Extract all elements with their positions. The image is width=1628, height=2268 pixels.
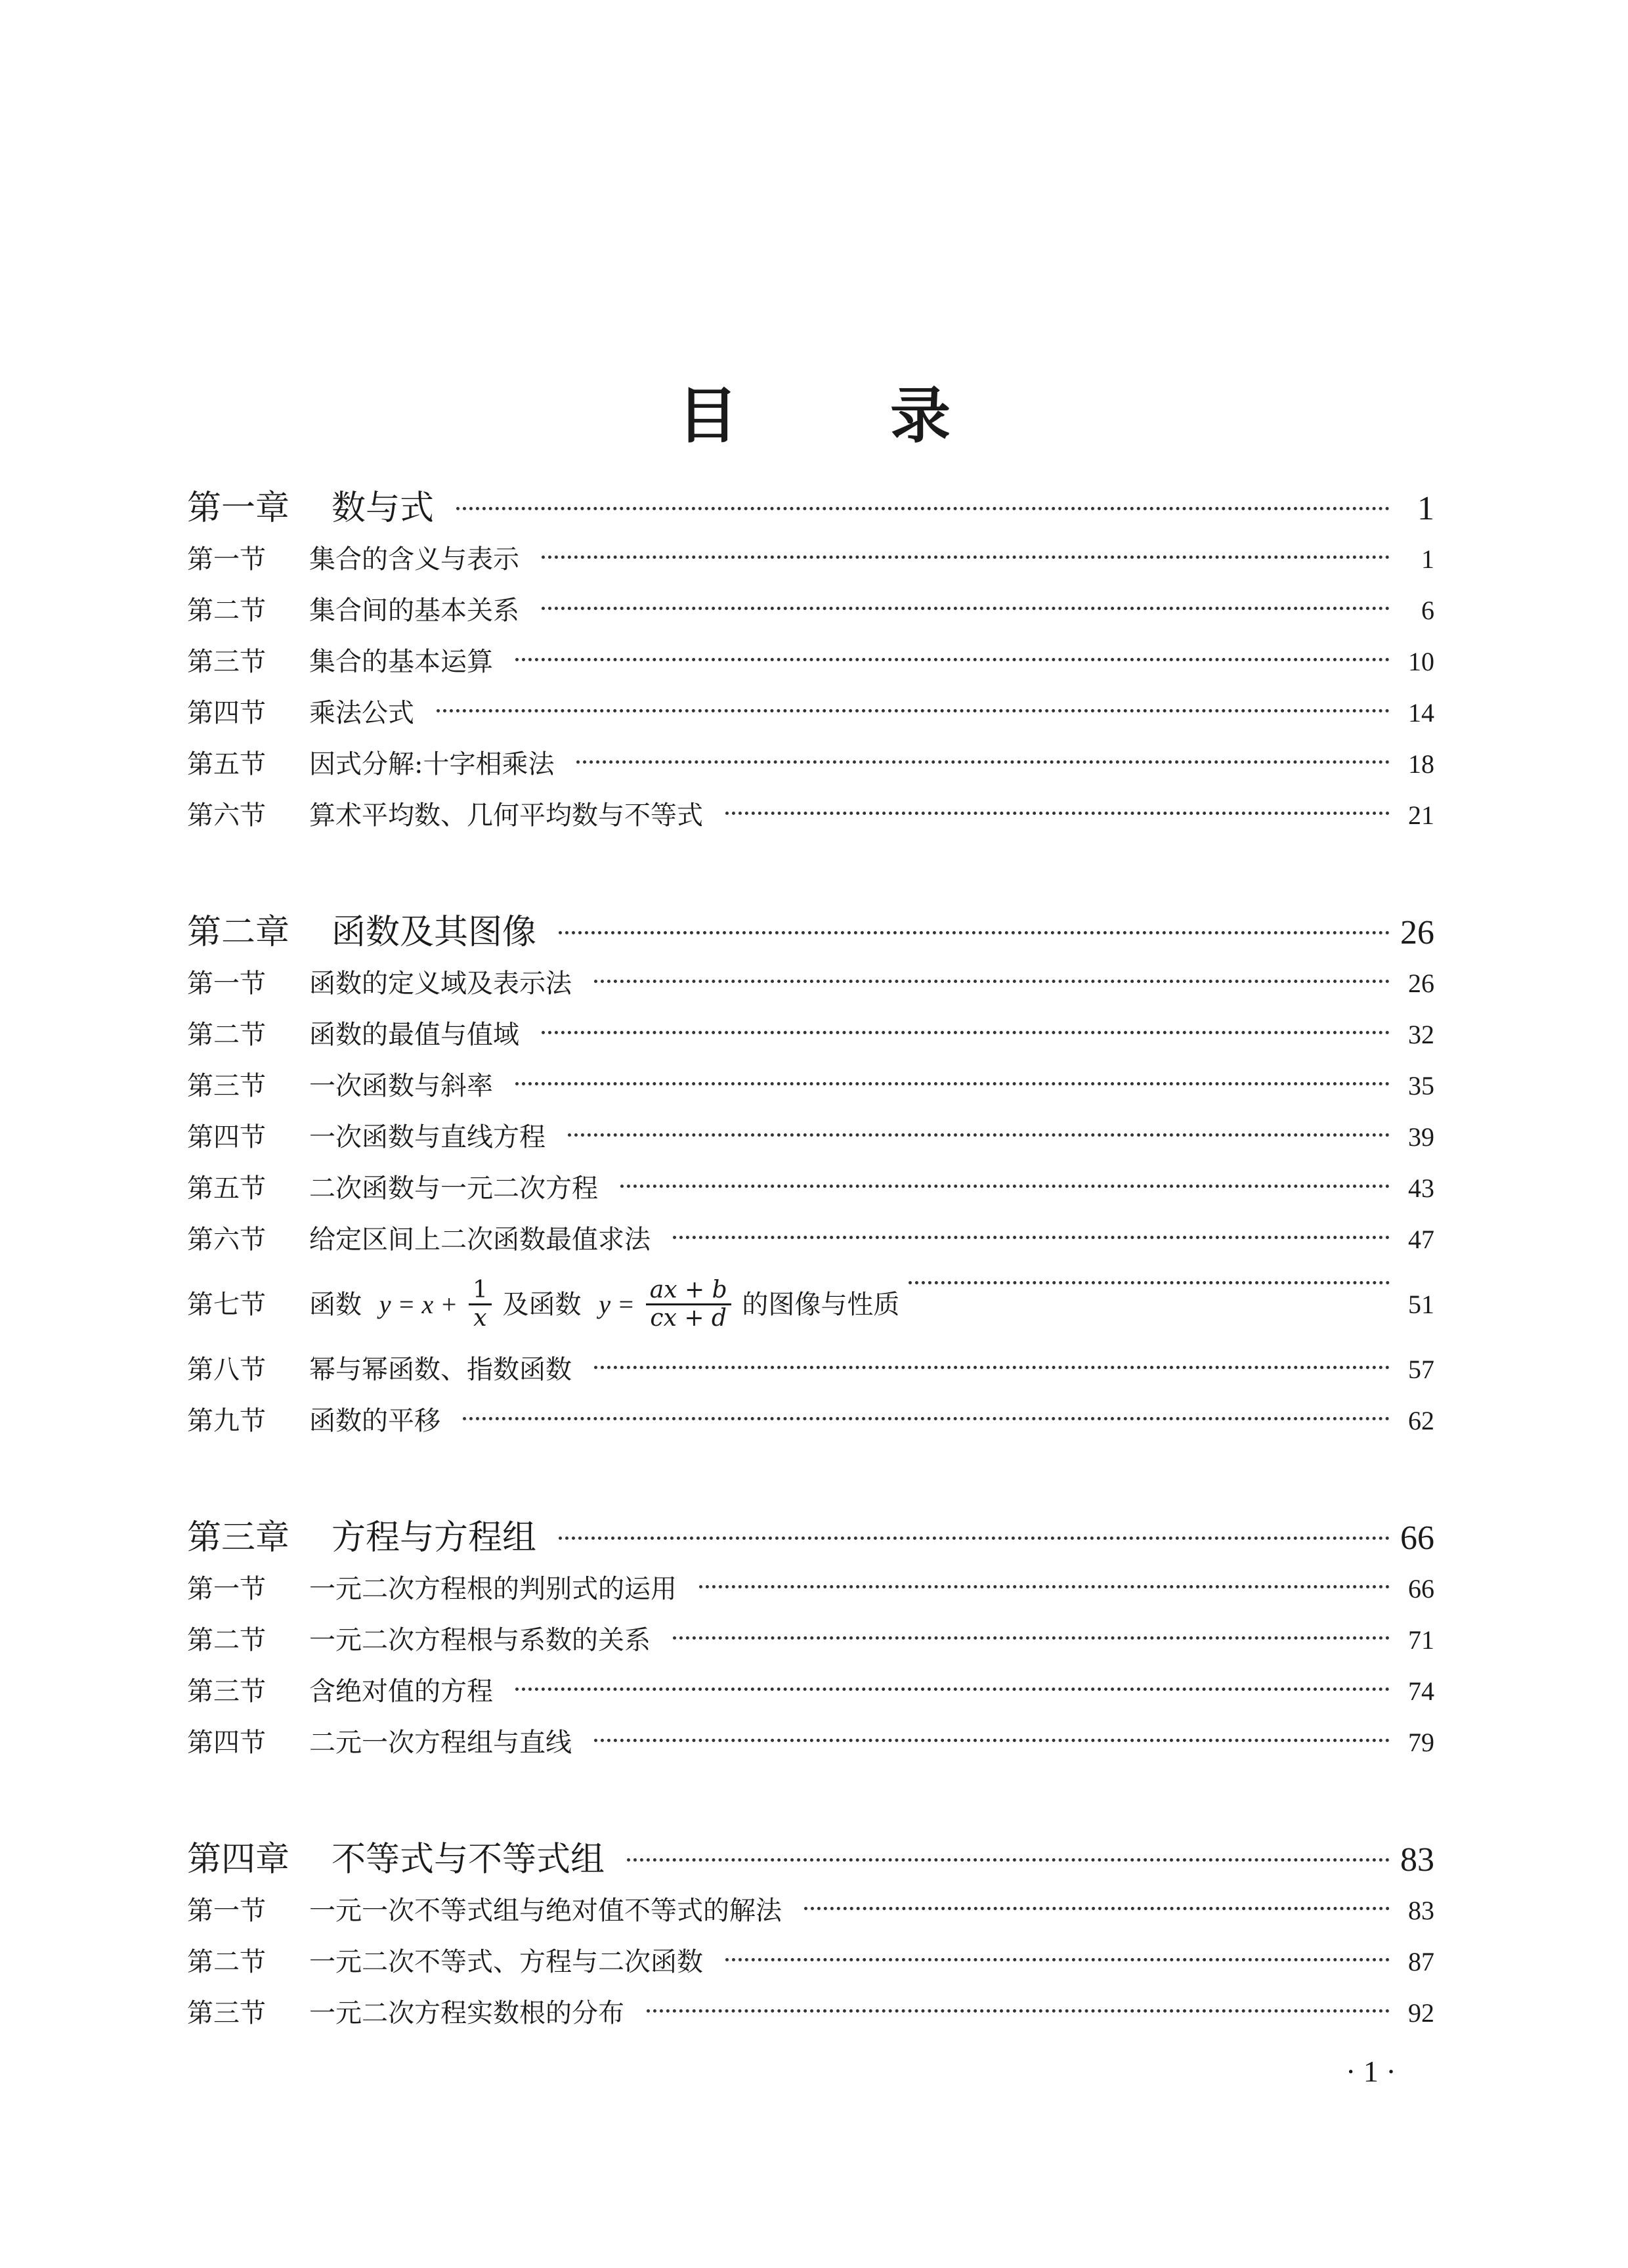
section-title: 一次函数与斜率	[309, 1071, 493, 1101]
section-label: 第八节	[187, 1355, 266, 1385]
chapter-3	[187, 1512, 1434, 1768]
section-label: 第一节	[187, 1574, 266, 1604]
section-entry[interactable]	[187, 1717, 1434, 1768]
section-entry[interactable]	[187, 585, 1434, 636]
section-title: 集合的基本运算	[309, 647, 493, 677]
page-number: 47	[1408, 1225, 1434, 1254]
section-label: 第六节	[187, 1225, 266, 1255]
page-number: 57	[1408, 1355, 1434, 1384]
chapter-title: 不等式与不等式组	[332, 1840, 605, 1879]
section-label: 第四节	[187, 1728, 266, 1758]
dot-leader	[627, 1858, 1390, 1862]
section-title: 函数的平移	[309, 1406, 440, 1436]
dot-leader	[647, 2009, 1390, 2013]
page-number: 39	[1408, 1122, 1434, 1152]
section-entry[interactable]	[187, 1666, 1434, 1717]
chapter-entry[interactable]	[187, 907, 1434, 958]
chapter-label: 第四章	[187, 1840, 290, 1879]
page-number: 66	[1400, 1519, 1434, 1557]
chapter-label: 第二章	[187, 913, 290, 952]
page-number: 35	[1408, 1071, 1434, 1101]
dot-leader	[559, 1537, 1390, 1540]
dot-leader	[620, 1185, 1390, 1188]
section-title: 因式分解:十字相乘法	[309, 749, 555, 779]
page-number: 79	[1408, 1728, 1434, 1757]
dot-leader	[673, 1236, 1390, 1239]
section-entry[interactable]	[187, 636, 1434, 687]
section-label: 第三节	[187, 1676, 266, 1707]
section-title	[309, 1265, 899, 1344]
section-entry[interactable]	[187, 1936, 1434, 1988]
page-number: 83	[1408, 1896, 1434, 1925]
page-number: 43	[1408, 1173, 1434, 1203]
page-number: 26	[1400, 914, 1434, 951]
dot-leader	[542, 607, 1390, 610]
section-label: 第七节	[187, 1290, 266, 1320]
section-entry[interactable]	[187, 687, 1434, 739]
page-number: 87	[1408, 1947, 1434, 1976]
dot-leader	[542, 556, 1390, 559]
chapter-title: 数与式	[332, 489, 435, 528]
section-entry[interactable]	[187, 790, 1434, 841]
section-title: 幂与幂函数、指数函数	[309, 1355, 572, 1385]
section-entry[interactable]	[187, 1988, 1434, 2039]
page-number: 51	[1408, 1290, 1434, 1319]
dot-leader	[456, 507, 1390, 510]
dot-leader	[725, 1958, 1390, 1961]
section-title: 一次函数与直线方程	[309, 1122, 546, 1152]
section-title: 一元一次不等式组与绝对值不等式的解法	[309, 1896, 782, 1926]
page-footer-number: · 1 ·	[1346, 2055, 1396, 2088]
section-title: 一元二次方程根的判别式的运用	[309, 1574, 677, 1604]
page-number: 92	[1408, 1998, 1434, 2028]
section-title: 函数的最值与值域	[309, 1020, 519, 1050]
fraction-numerator: 1	[469, 1277, 492, 1305]
section-label: 第二节	[187, 1020, 266, 1050]
dot-leader	[515, 1082, 1390, 1085]
dot-leader	[463, 1417, 1390, 1420]
section-title: 含绝对值的方程	[309, 1676, 493, 1707]
page-number: 21	[1408, 800, 1434, 830]
section-title-part: 及函数	[502, 1290, 582, 1320]
section-entry[interactable]	[187, 1265, 1434, 1344]
page-number: 62	[1408, 1406, 1434, 1435]
section-entry[interactable]	[187, 958, 1434, 1009]
chapter-title: 函数及其图像	[332, 913, 537, 952]
dot-leader	[725, 812, 1390, 815]
page-number: 6	[1421, 596, 1434, 625]
dot-leader	[515, 658, 1390, 661]
page-number: 32	[1408, 1020, 1434, 1049]
section-title: 集合的含义与表示	[309, 544, 519, 575]
chapter-label: 第一章	[187, 489, 290, 528]
section-entry[interactable]	[187, 1214, 1434, 1265]
section-title-part: 的图像与性质	[742, 1290, 900, 1320]
fraction-denominator: cx + d	[650, 1304, 727, 1332]
dot-leader	[673, 1636, 1390, 1640]
dot-leader	[437, 709, 1390, 712]
chapter-entry[interactable]	[187, 1834, 1434, 1885]
section-title: 一元二次方程根与系数的关系	[309, 1625, 651, 1655]
page-number: 66	[1408, 1574, 1434, 1603]
section-title: 函数的定义域及表示法	[309, 969, 572, 999]
section-title: 一元二次不等式、方程与二次函数	[309, 1947, 703, 1977]
section-title: 乘法公式	[309, 698, 414, 728]
section-title: 二次函数与一元二次方程	[309, 1173, 598, 1204]
chapter-label: 第三章	[187, 1518, 290, 1558]
section-title: 一元二次方程实数根的分布	[309, 1998, 624, 2028]
dot-leader	[559, 931, 1390, 934]
dot-leader	[699, 1585, 1390, 1588]
section-title: 二元一次方程组与直线	[309, 1728, 572, 1758]
page-number: 83	[1400, 1841, 1434, 1879]
dot-leader	[515, 1688, 1390, 1691]
section-entry[interactable]	[187, 1563, 1434, 1615]
chapter-4	[187, 1834, 1434, 2039]
dot-leader	[804, 1907, 1390, 1910]
section-entry[interactable]	[187, 1395, 1434, 1447]
section-title: 集合间的基本关系	[309, 596, 519, 626]
chapter-entry[interactable]	[187, 1512, 1434, 1563]
formula-left: y = x +	[379, 1290, 458, 1319]
section-title-part: 函数	[309, 1290, 362, 1320]
section-label: 第四节	[187, 1122, 266, 1152]
section-entry[interactable]	[187, 1112, 1434, 1163]
section-label: 第四节	[187, 698, 266, 728]
section-entry[interactable]	[187, 534, 1434, 585]
section-label: 第二节	[187, 1947, 266, 1977]
section-label: 第一节	[187, 1896, 266, 1926]
dot-leader	[594, 1739, 1390, 1742]
section-label: 第五节	[187, 1173, 266, 1204]
page-number: 1	[1417, 490, 1434, 527]
section-label: 第三节	[187, 1071, 266, 1101]
section-label: 第九节	[187, 1406, 266, 1436]
page-number: 18	[1408, 749, 1434, 779]
dot-leader	[542, 1031, 1390, 1034]
section-entry[interactable]	[187, 1060, 1434, 1112]
section-title: 给定区间上二次函数最值求法	[309, 1225, 651, 1255]
section-label: 第五节	[187, 749, 266, 779]
chapter-1	[187, 483, 1434, 841]
section-entry[interactable]	[187, 1885, 1434, 1936]
fraction-denominator: x	[473, 1304, 487, 1332]
page-number: 14	[1408, 698, 1434, 728]
section-entry[interactable]	[187, 1615, 1434, 1666]
dot-leader	[576, 760, 1390, 764]
chapter-entry[interactable]	[187, 483, 1434, 534]
section-label: 第六节	[187, 800, 266, 831]
section-entry[interactable]	[187, 739, 1434, 790]
dot-leader	[568, 1133, 1390, 1137]
section-entry[interactable]	[187, 1009, 1434, 1060]
page-number: 1	[1421, 544, 1434, 574]
dot-leader	[594, 980, 1390, 983]
chapter-2	[187, 907, 1434, 1447]
table-of-contents	[187, 483, 1434, 2104]
section-label: 第三节	[187, 647, 266, 677]
section-label: 第二节	[187, 1625, 266, 1655]
section-label: 第二节	[187, 596, 266, 626]
page-number: 74	[1408, 1676, 1434, 1706]
fraction	[469, 1277, 492, 1331]
section-label: 第三节	[187, 1998, 266, 2028]
page-title: 目 录	[677, 380, 1017, 451]
section-title: 算术平均数、几何平均数与不等式	[309, 800, 703, 831]
fraction	[646, 1277, 731, 1331]
section-label: 第一节	[187, 969, 266, 999]
section-entry[interactable]	[187, 1344, 1434, 1395]
dot-leader	[594, 1366, 1390, 1369]
chapter-title: 方程与方程组	[332, 1518, 537, 1558]
page-number: 71	[1408, 1625, 1434, 1655]
page-number: 10	[1408, 647, 1434, 676]
page-number: 26	[1408, 969, 1434, 998]
section-entry[interactable]	[187, 1163, 1434, 1214]
dot-leader	[909, 1281, 1390, 1284]
fraction-numerator: ax + b	[646, 1277, 731, 1305]
section-label: 第一节	[187, 544, 266, 575]
formula-left: y =	[599, 1290, 635, 1319]
